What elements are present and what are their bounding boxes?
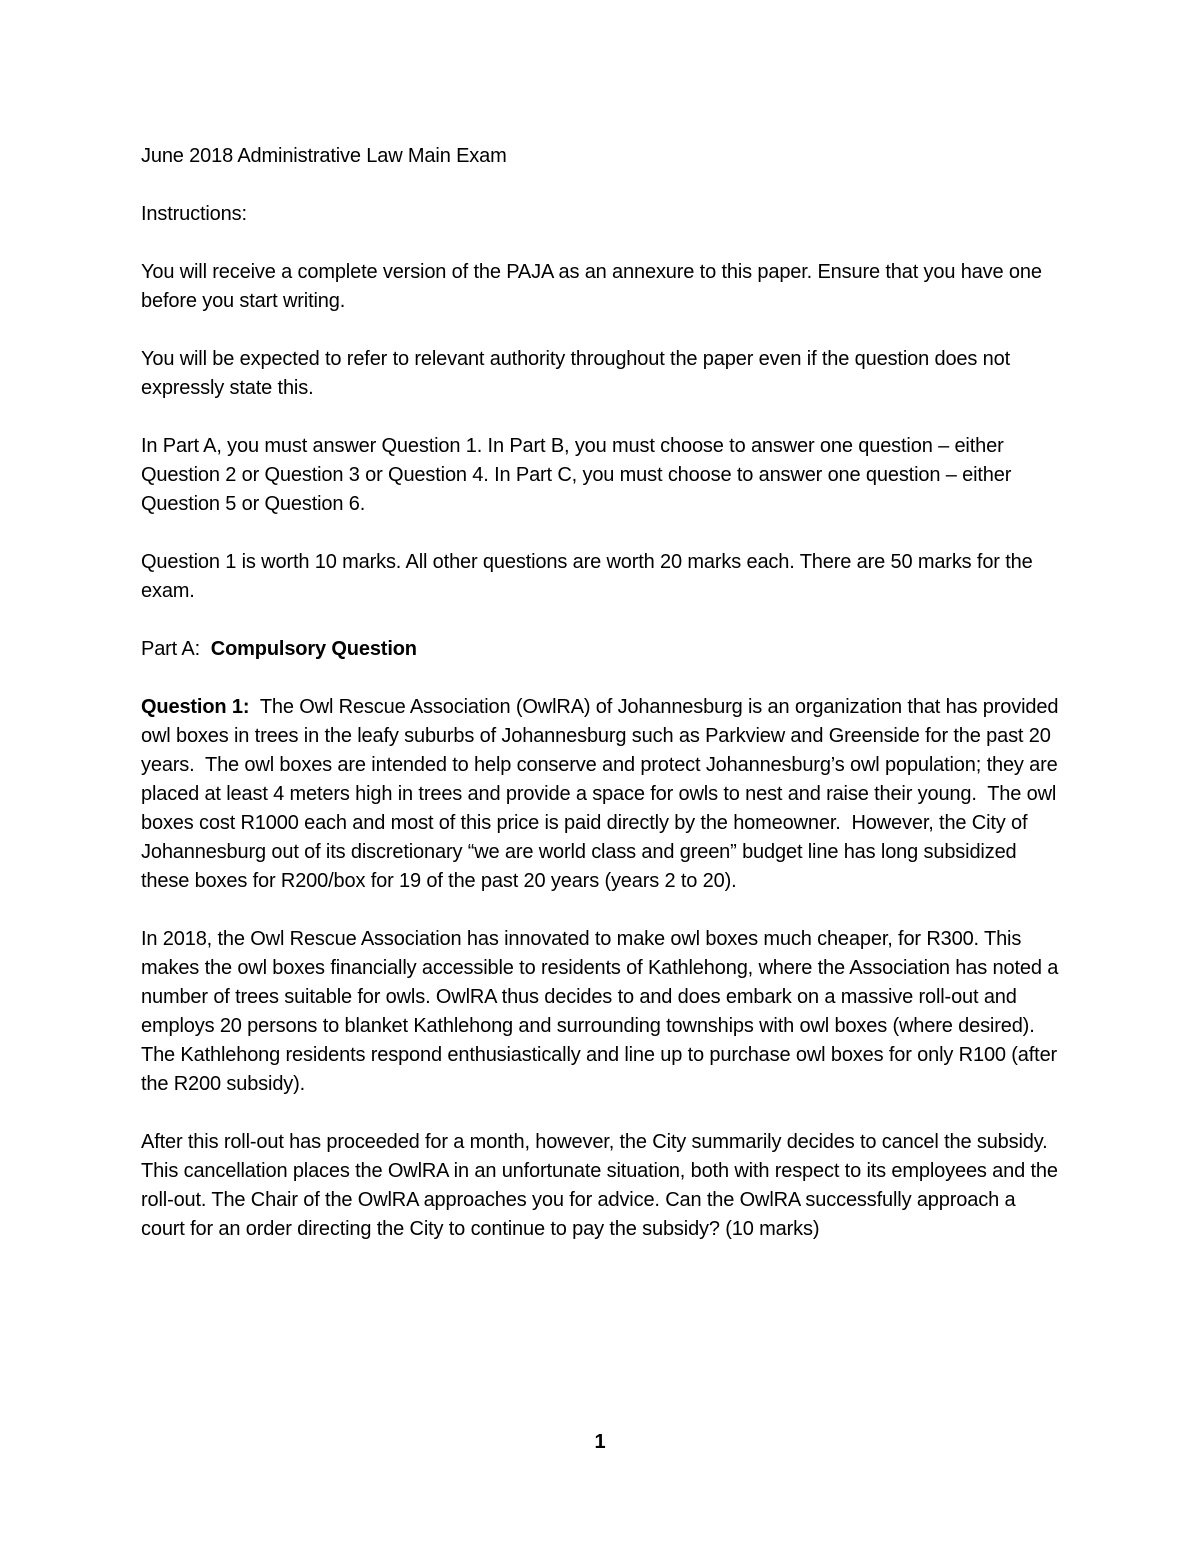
question-1-label: Question 1: [141,696,250,718]
instruction-paragraph-2: You will be expected to refer to relevant authority throughout the paper even if the question does not expressly state this. [141,348,1010,399]
instruction-paragraph-4: Question 1 is worth 10 marks. All other questions are worth 20 marks each. There are 50 marks for the exam. [141,551,1033,602]
question-1-paragraph-1 [141,693,1064,896]
question-1-paragraph-2: In 2018, the Owl Rescue Association has innovated to make owl boxes much cheaper, for R300. This makes the owl boxes financially accessible to residents of Kathlehong, where the Association has noted a number of trees suitable for owls. OwlRA thus decides to and does embark on a massive roll-out and employs 20 persons to blanket Kathlehong and surrounding townships with owl boxes (where desired). The Kathlehong residents respond enthusiastically and line up to purchase owl boxes for only R100 (after the R200 subsidy). [141,928,1059,1095]
question-1-text: The Owl Rescue Association (OwlRA) of Johannesburg is an organization that has provided owl boxes in trees in the leafy suburbs of Johannesburg such as Parkview and Greenside for the past 20 years. The owl boxes are intended to help conserve and protect Johannesburg’s owl population; they are placed at least 4 meters high in trees and provide a space for owls to nest and raise their young. The owl boxes cost R1000 each and most of this price is paid directly by the homeowner. However, the City of Johannesburg out of its discretionary “we are world class and green” budget line has long subsidized these boxes for R200/box for 19 of the past 20 years (years 2 to 20). [141,696,1064,892]
document-body [141,142,1064,1273]
instructions-label: Instructions: [141,203,247,225]
page-number: 1 [594,1431,606,1453]
question-1-paragraph-3: After this roll-out has proceeded for a month, however, the City summarily decides to cancel the subsidy. This cancellation places the OwlRA in an unfortunate situation, both with respect to its employees and the roll-out. The Chair of the OwlRA approaches you for advice. Can the OwlRA successfully approach a court for an order directing the City to continue to pay the subsidy? (10 marks) [141,1131,1058,1240]
part-a-title: Compulsory Question [210,638,417,660]
exam-title: June 2018 Administrative Law Main Exam [141,145,507,167]
part-a-heading [141,635,1061,664]
instruction-paragraph-1: You will receive a complete version of the PAJA as an annexure to this paper. Ensure that you have one before you start writing. [141,261,1042,312]
part-a-prefix: Part A: [141,638,211,660]
instruction-paragraph-3: In Part A, you must answer Question 1. In Part B, you must choose to answer one question – either Question 2 or Question 3 or Question 4. In Part C, you must choose to answer one question – either Question 5 or Question 6. [141,435,1012,515]
